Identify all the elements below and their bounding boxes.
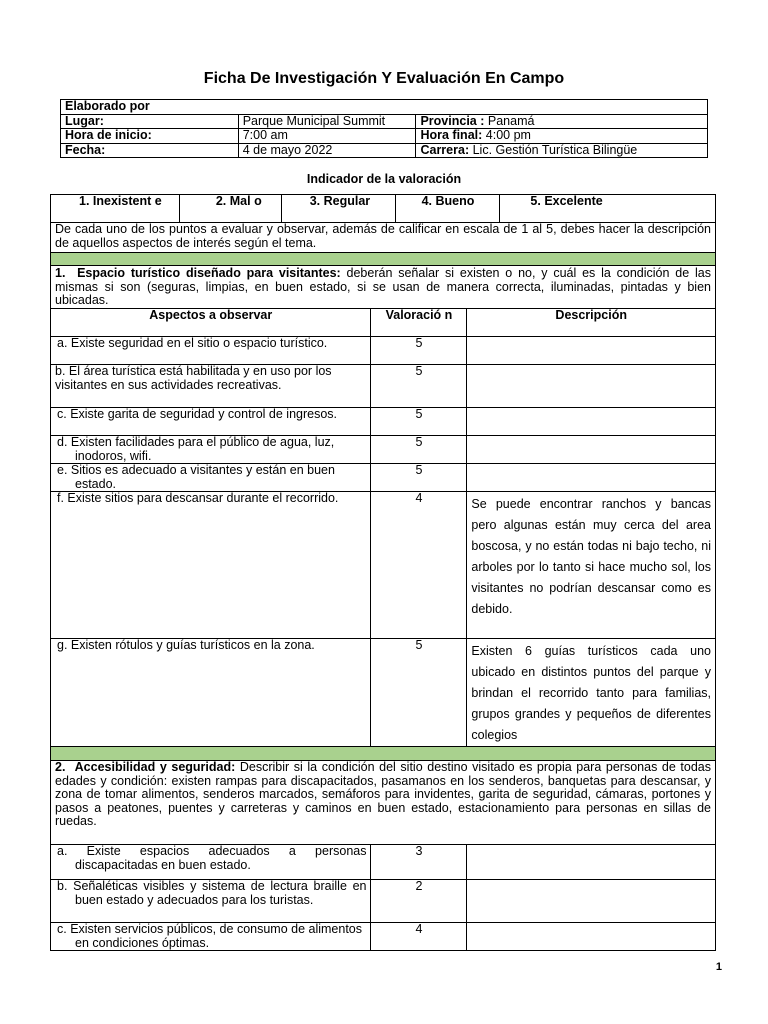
s1-row-f-label: f. Existe sitios para descansar durante el recorrido. [51,492,371,639]
hora-inicio-value: 7:00 am [238,129,416,144]
fecha-label: Fecha: [61,143,239,158]
provincia-cell [416,114,708,129]
scale-3: 3. Regular [281,195,395,223]
s1-row-f-desc: Se puede encontrar ranchos y bancas pero algunas están muy cerca del area boscosa, y no están todas ni bajo techo, ni arboles por lo tanto si hace mucho sol, los visitantes no podrían descansar como es debido. [467,492,716,639]
indicador-title: Indicador de la valoración [306,172,462,186]
s1-row-c-value: 5 [371,408,467,436]
provincia-value: Panamá [487,113,535,128]
s2-row-b-value: 2 [371,880,467,923]
s1-row-d-value: 5 [371,436,467,464]
s1-row-d-desc [467,436,716,464]
scale-5: 5. Excelente [500,195,716,223]
s2-row-b-label: b. Señaléticas visibles y sistema de lectura braille en buen estado y adecuados para los turistas. [51,880,371,923]
carrera-cell [416,143,708,158]
hora-final-cell [416,129,708,144]
section1-number: 1. [55,266,66,280]
s1-row-a-desc [467,337,716,365]
section2-text: Describir si la condición del sitio destino visitado es propia para personas de todas edades y condición: existen rampas para discapacitados, pasamanos en los senderos, banquetas para descansar, y zona de tomar alimentos, senderos marcados, semáforos para invidentes, garita de seguridad, cámaras, portones y pasos a peatones, puentes y carreteras y caminos en buen estado, estacionamiento para personas en sillas de ruedas. [55,760,711,828]
s1-row-f-value: 4 [371,492,467,639]
evaluation-table [50,222,716,951]
carrera-label: Carrera: [420,142,470,157]
s1-row-g-value: 5 [371,639,467,747]
provincia-label: Provincia : [420,113,485,128]
s1-row-c-label: c. Existe garita de seguridad y control de ingresos. [51,408,371,436]
section1-text: deberán señalar si existen o no, y cuál es la condición de las mismas si son (seguras, limpias, en buen estado, si se usan de manera correcta, iluminadas, pintadas y bien ubicadas. [55,266,711,307]
scale-4: 4. Bueno [395,195,500,223]
page-number: 1 [715,961,722,973]
s1-row-a-label: a. Existe seguridad en el sitio o espacio turístico. [51,337,371,365]
s2-row-c-desc [467,923,716,951]
s1-row-b-desc [467,365,716,408]
scale-table [50,194,716,223]
s2-row-a-value: 3 [371,845,467,880]
scale-2: 2. Mal o [179,195,281,223]
page-title: Ficha De Investigación Y Evaluación En Campo [203,70,565,87]
carrera-value: Lic. Gestión Turística Bilingüe [472,142,638,157]
section-divider [51,747,716,761]
instructions: De cada uno de los puntos a evaluar y observar, además de calificar en escala de 1 al 5, debes hacer la descripción de aquellos aspectos de interés según el tema. [51,223,716,253]
section2-number: 2. [55,760,66,774]
lugar-value: Parque Municipal Summit [238,114,416,129]
elaborado-por-label: Elaborado por [61,100,708,115]
hora-final-label: Hora final: [420,128,483,142]
hora-final-value: 4:00 pm [485,128,531,142]
col-aspects-header: Aspectos a observar [51,309,371,337]
s2-row-a-desc [467,845,716,880]
section1-intro [51,266,716,309]
s1-row-e-value: 5 [371,464,467,492]
col-valor-header: Valoració n [371,309,467,337]
s1-row-b-value: 5 [371,365,467,408]
section2-heading: Accesibilidad y seguridad: [74,760,236,774]
section1-heading: Espacio turístico diseñado para visitantes: [77,266,341,280]
s1-row-e-label: e. Sitios es adecuado a visitantes y están en buen estado. [51,464,371,492]
s2-row-c-label: c. Existen servicios públicos, de consumo de alimentos en condiciones óptimas. [51,923,371,951]
s1-row-a-value: 5 [371,337,467,365]
s1-row-c-desc [467,408,716,436]
s1-row-e-desc [467,464,716,492]
hora-inicio-label: Hora de inicio: [61,129,239,144]
s2-row-b-desc [467,880,716,923]
s1-row-b-label: b. El área turística está habilitada y en uso por los visitantes en sus actividades recreativas. [51,365,371,408]
fecha-value: 4 de mayo 2022 [238,143,416,158]
s1-row-g-desc: Existen 6 guías turísticos cada uno ubicado en distintos puntos del parque y brindan el recorrido tanto para familias, grupos grandes y pequeños de diferentes colegios [467,639,716,747]
col-desc-header: Descripción [467,309,716,337]
s2-row-a-label: a. Existe espacios adecuados a personas discapacitadas en buen estado. [51,845,371,880]
s2-row-c-value: 4 [371,923,467,951]
s1-row-d-label: d. Existen facilidades para el público de agua, luz, inodoros, wifi. [51,436,371,464]
scale-1: 1. Inexistent e [51,195,180,223]
section2-intro [51,761,716,845]
header-table [60,99,708,158]
section-divider [51,253,716,266]
lugar-label: Lugar: [61,114,239,129]
s1-row-g-label: g. Existen rótulos y guías turísticos en la zona. [51,639,371,747]
